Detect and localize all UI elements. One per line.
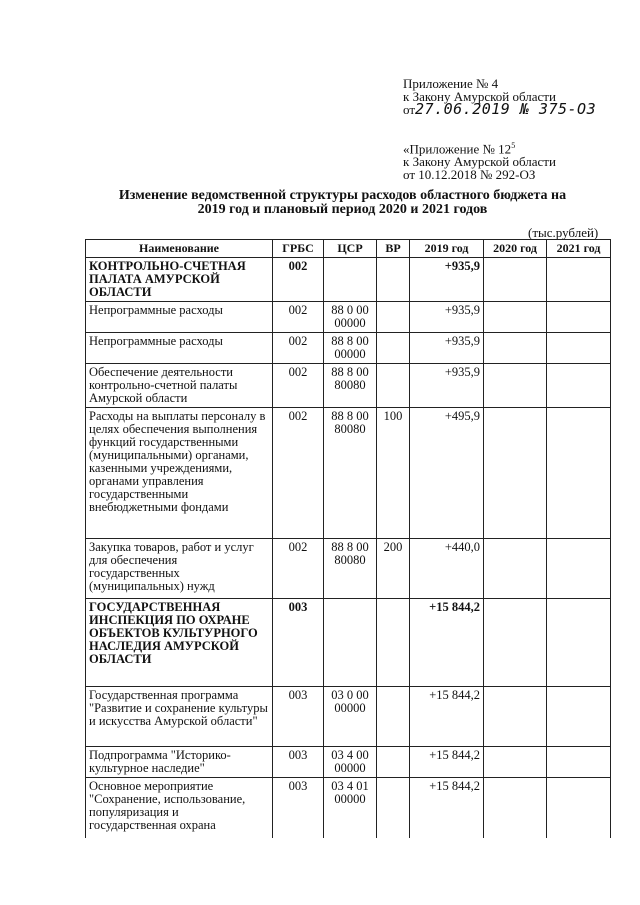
header-grbs: ГРБС bbox=[273, 240, 324, 258]
cell-grbs: 002 bbox=[273, 408, 324, 539]
cell-grbs: 002 bbox=[273, 258, 324, 302]
table-row bbox=[86, 778, 611, 838]
table-row bbox=[86, 408, 611, 539]
cell-csr bbox=[324, 258, 377, 302]
cell-2021 bbox=[547, 408, 611, 539]
cell-grbs: 002 bbox=[273, 302, 324, 333]
cell-2020 bbox=[484, 539, 547, 599]
cell-csr: 03 4 01 00000 bbox=[324, 778, 377, 838]
appendix-block bbox=[403, 77, 596, 116]
cell-vr bbox=[377, 687, 410, 747]
cell-2019: +495,9 bbox=[410, 408, 484, 539]
cell-name: Государственная программа "Развитие и сохранение культуры и искусства Амурской области" bbox=[86, 687, 273, 747]
document-title-line-1: Изменение ведомственной структуры расходов областного бюджета на bbox=[118, 188, 567, 203]
cell-2021 bbox=[547, 747, 611, 778]
budget-table bbox=[85, 239, 611, 838]
cell-2019: +15 844,2 bbox=[410, 687, 484, 747]
previous-appendix-number-text: «Приложение № 12 bbox=[403, 141, 512, 157]
cell-2019: +935,9 bbox=[410, 364, 484, 408]
cell-2020 bbox=[484, 333, 547, 364]
header-vr: ВР bbox=[377, 240, 410, 258]
appendix-number: Приложение № 4 bbox=[403, 76, 499, 91]
header-csr: ЦСР bbox=[324, 240, 377, 258]
cell-csr: 88 8 00 00000 bbox=[324, 333, 377, 364]
cell-2019: +935,9 bbox=[410, 333, 484, 364]
cell-name: Непрограммные расходы bbox=[86, 333, 273, 364]
table-row bbox=[86, 599, 611, 687]
cell-2020 bbox=[484, 364, 547, 408]
cell-2021 bbox=[547, 333, 611, 364]
cell-grbs: 002 bbox=[273, 333, 324, 364]
cell-2021 bbox=[547, 687, 611, 747]
document-title bbox=[90, 189, 595, 217]
cell-grbs: 003 bbox=[273, 778, 324, 838]
cell-2021 bbox=[547, 302, 611, 333]
cell-csr: 88 8 00 80080 bbox=[324, 364, 377, 408]
cell-name: Расходы на выплаты персоналу в целях обеспечения выполнения функций государственными (муниципальными) органами, казенными учреждениями, органами управления государственными внебюджетными фондами bbox=[86, 408, 273, 539]
cell-2021 bbox=[547, 258, 611, 302]
document-title-line-2: 2019 год и плановый период 2020 и 2021 годов bbox=[197, 202, 488, 217]
cell-2019: +15 844,2 bbox=[410, 747, 484, 778]
cell-2020 bbox=[484, 408, 547, 539]
cell-vr bbox=[377, 599, 410, 687]
cell-2020 bbox=[484, 747, 547, 778]
cell-grbs: 002 bbox=[273, 539, 324, 599]
cell-csr: 88 8 00 80080 bbox=[324, 408, 377, 539]
handwritten-date-number: 27.06.2019 № 375-ОЗ bbox=[415, 100, 597, 118]
cell-2020 bbox=[484, 687, 547, 747]
cell-2021 bbox=[547, 599, 611, 687]
previous-appendix-date: от 10.12.2018 № 292-ОЗ bbox=[403, 167, 536, 183]
cell-vr bbox=[377, 258, 410, 302]
units-label: (тыс.рублей) bbox=[528, 225, 599, 240]
previous-appendix-number bbox=[403, 139, 556, 155]
header-2021: 2021 год bbox=[547, 240, 611, 258]
cell-2019: +15 844,2 bbox=[410, 778, 484, 838]
cell-vr: 100 bbox=[377, 408, 410, 539]
cell-csr: 03 4 00 00000 bbox=[324, 747, 377, 778]
cell-name: Обеспечение деятельности контрольно-счетной палаты Амурской области bbox=[86, 364, 273, 408]
previous-appendix-law: к Закону Амурской области bbox=[403, 154, 556, 170]
cell-vr bbox=[377, 364, 410, 408]
cell-2020 bbox=[484, 599, 547, 687]
cell-2020 bbox=[484, 302, 547, 333]
cell-grbs: 003 bbox=[273, 747, 324, 778]
table-row bbox=[86, 687, 611, 747]
cell-name: Основное мероприятие "Сохранение, использование, популяризация и государственная охрана bbox=[86, 778, 273, 838]
cell-csr: 88 0 00 00000 bbox=[324, 302, 377, 333]
cell-csr bbox=[324, 599, 377, 687]
cell-2021 bbox=[547, 778, 611, 838]
previous-appendix-block bbox=[403, 139, 556, 181]
cell-2019: +440,0 bbox=[410, 539, 484, 599]
table-row bbox=[86, 747, 611, 778]
cell-grbs: 003 bbox=[273, 599, 324, 687]
cell-2021 bbox=[547, 539, 611, 599]
cell-vr bbox=[377, 747, 410, 778]
table-row bbox=[86, 302, 611, 333]
cell-2019: +935,9 bbox=[410, 258, 484, 302]
cell-2019: +935,9 bbox=[410, 302, 484, 333]
appendix-date-line bbox=[403, 100, 597, 118]
cell-vr bbox=[377, 302, 410, 333]
header-name: Наименование bbox=[86, 240, 273, 258]
appendix-date-prefix: от bbox=[403, 102, 416, 117]
cell-vr: 200 bbox=[377, 539, 410, 599]
table-row bbox=[86, 258, 611, 302]
cell-name: ГОСУДАРСТВЕННАЯ ИНСПЕКЦИЯ ПО ОХРАНЕ ОБЪЕКТОВ КУЛЬТУРНОГО НАСЛЕДИЯ АМУРСКОЙ ОБЛАСТИ bbox=[86, 599, 273, 687]
table-header-row bbox=[86, 240, 611, 258]
cell-name: КОНТРОЛЬНО-СЧЕТНАЯ ПАЛАТА АМУРСКОЙ ОБЛАСТИ bbox=[86, 258, 273, 302]
previous-appendix-superscript: 5 bbox=[511, 141, 516, 150]
cell-2019: +15 844,2 bbox=[410, 599, 484, 687]
cell-name: Подпрограмма "Историко-культурное наследие" bbox=[86, 747, 273, 778]
cell-grbs: 002 bbox=[273, 364, 324, 408]
cell-csr: 88 8 00 80080 bbox=[324, 539, 377, 599]
table-row bbox=[86, 539, 611, 599]
table-row bbox=[86, 333, 611, 364]
appendix-law: к Закону Амурской области bbox=[403, 89, 556, 104]
cell-csr: 03 0 00 00000 bbox=[324, 687, 377, 747]
cell-name: Непрограммные расходы bbox=[86, 302, 273, 333]
cell-2020 bbox=[484, 778, 547, 838]
cell-vr bbox=[377, 333, 410, 364]
header-2020: 2020 год bbox=[484, 240, 547, 258]
cell-2020 bbox=[484, 258, 547, 302]
table-row bbox=[86, 364, 611, 408]
cell-2021 bbox=[547, 364, 611, 408]
header-2019: 2019 год bbox=[410, 240, 484, 258]
cell-name: Закупка товаров, работ и услуг для обеспечения государственных (муниципальных) нужд bbox=[86, 539, 273, 599]
cell-grbs: 003 bbox=[273, 687, 324, 747]
cell-vr bbox=[377, 778, 410, 838]
